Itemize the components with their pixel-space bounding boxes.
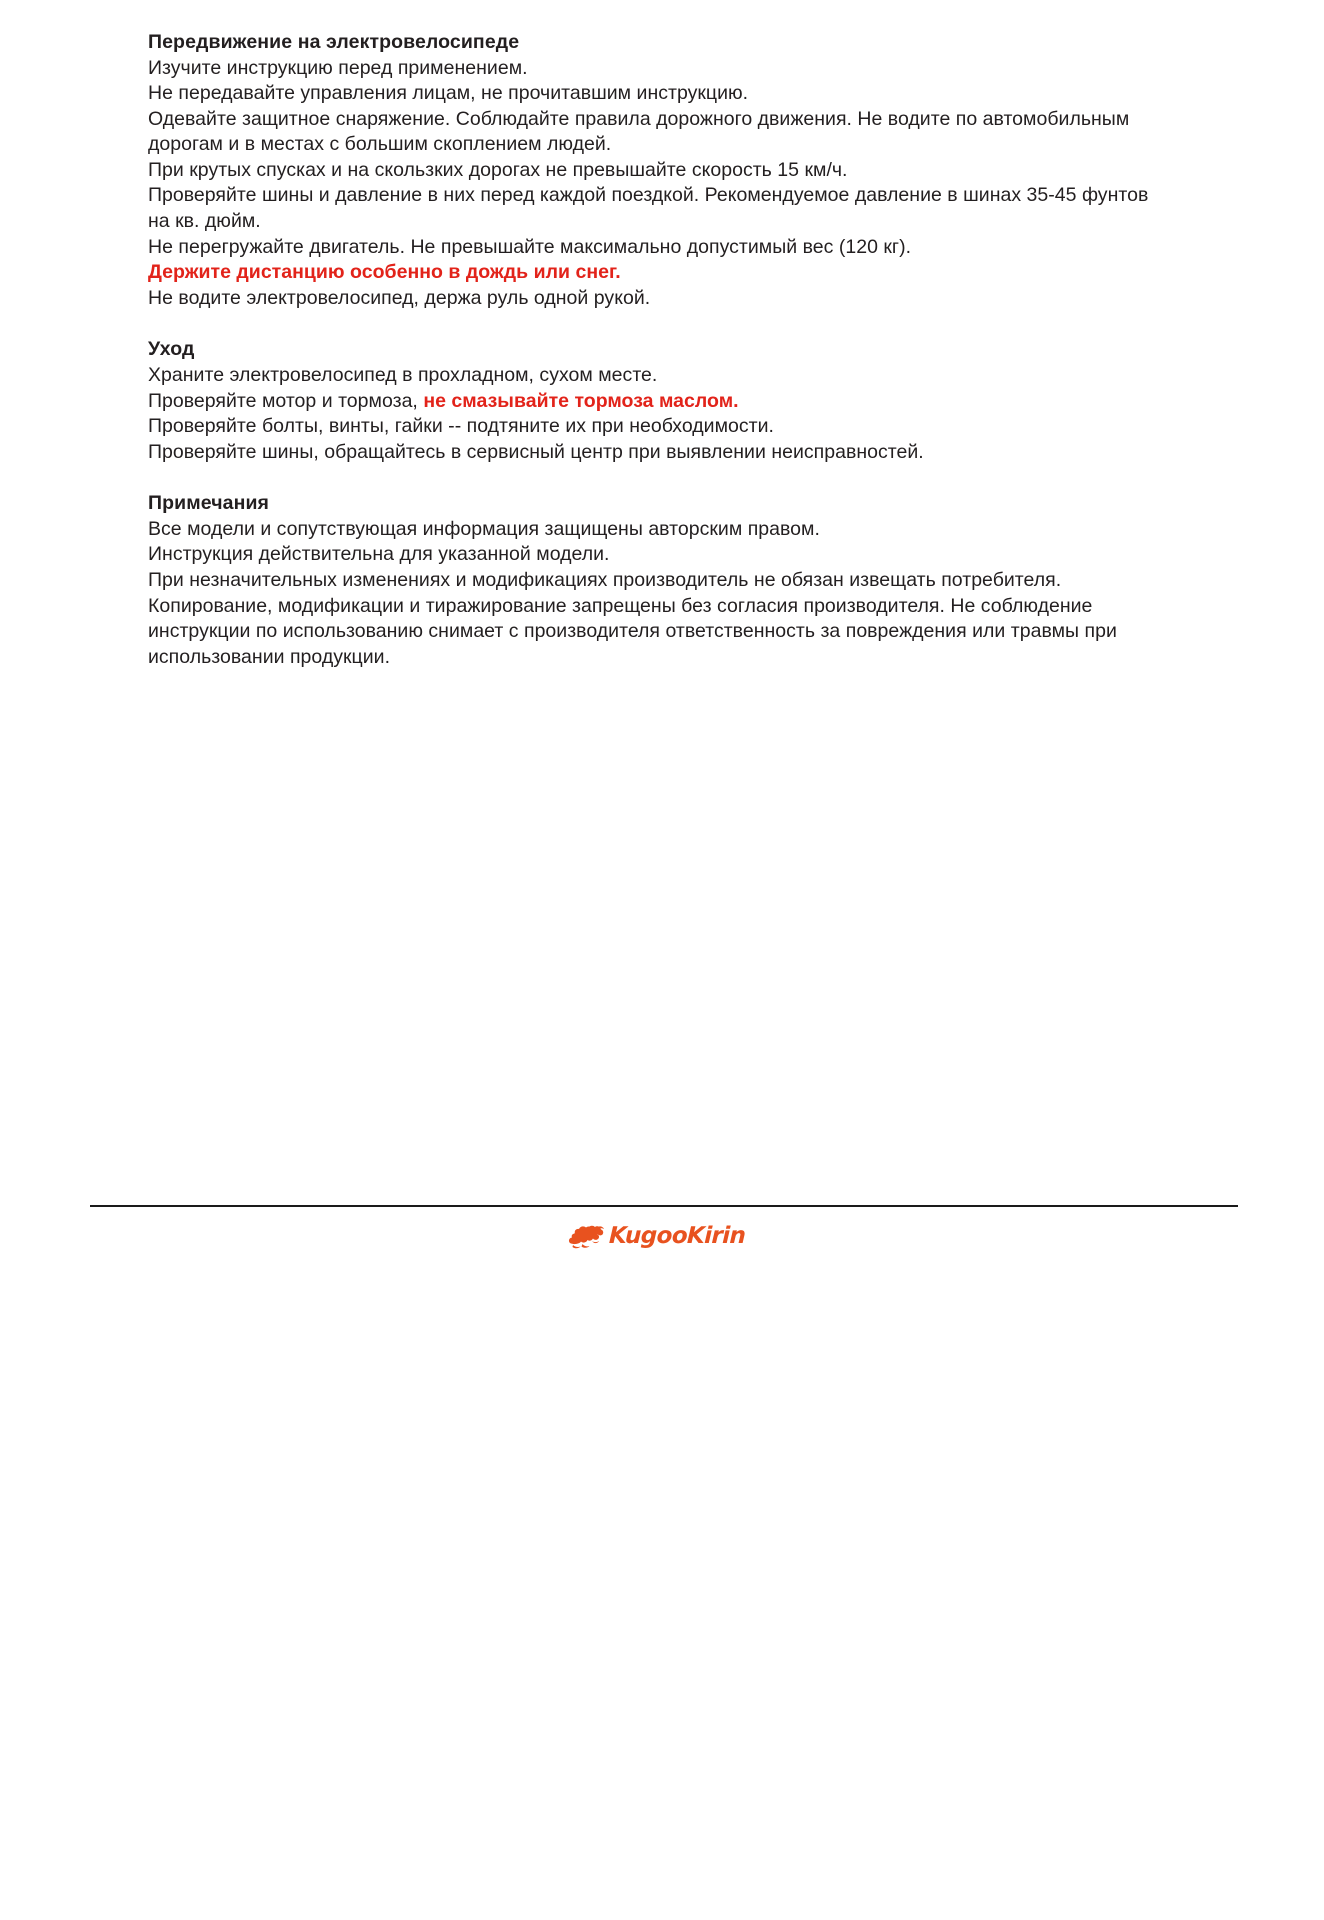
- care-line-1: Храните электровелосипед в прохладном, сухом месте.: [148, 363, 658, 386]
- care-line-2-warning: не смазывайте тормоза маслом.: [423, 389, 739, 412]
- riding-line-3: Одевайте защитное снаряжение. Соблюдайте правила дорожного движения. Не водите по автомобильным дорогам и в местах с большим скоплением людей.: [148, 107, 1130, 156]
- brand-wordmark: KugooKirin: [608, 1222, 746, 1249]
- care-line-4: Проверяйте шины, обращайтесь в сервисный центр при выявлении неисправностей.: [148, 440, 924, 463]
- riding-line-2: Не передавайте управления лицам, не прочитавшим инструкцию.: [148, 82, 749, 105]
- riding-line-5: Проверяйте шины и давление в них перед каждой поездкой. Рекомендуемое давление в шинах 35-45 фунтов на кв. дюйм.: [148, 184, 1149, 233]
- notes-line-1: Все модели и сопутствующая информация защищены авторским правом.: [148, 517, 820, 540]
- riding-line-4: При крутых спусках и на скользких дорогах не превышайте скорость 15 км/ч.: [148, 158, 848, 181]
- riding-line-8: Не водите электровелосипед, держа руль одной рукой.: [148, 286, 651, 309]
- care-line-3: Проверяйте болты, винты, гайки -- подтяните их при необходимости.: [148, 415, 774, 438]
- care-line-2-prefix: Проверяйте мотор и тормоза,: [148, 389, 424, 412]
- section-heading-care: Уход: [148, 338, 195, 361]
- kirin-dragon-icon: [566, 1221, 606, 1251]
- document-content: [148, 30, 1168, 670]
- footer-brand-logo: [566, 1219, 745, 1253]
- notes-line-3: При незначительных изменениях и модификациях производитель не обязан извещать потребителя. Копирование, модификации и тиражирование запрещены без согласия производителя. Не соблюдение инструкции по использованию снимает с производителя ответственность за повреждения или травмы при использовании продукции.: [148, 569, 1117, 668]
- riding-line-1: Изучите инструкцию перед применением.: [148, 56, 528, 79]
- notes-line-2: Инструкция действительна для указанной модели.: [148, 543, 610, 566]
- riding-line-6: Не перегружайте двигатель. Не превышайте максимально допустимый вес (120 кг).: [148, 235, 912, 258]
- riding-line-7-warning: Держите дистанцию особенно в дождь или снег.: [148, 261, 621, 284]
- footer-divider: [90, 1205, 1238, 1207]
- section-notes: [148, 491, 1168, 670]
- section-care: [148, 337, 1168, 465]
- section-heading-riding: Передвижение на электровелосипеде: [148, 31, 520, 53]
- section-heading-notes: Примечания: [148, 492, 270, 515]
- care-line-2: [148, 389, 1168, 415]
- section-riding: [148, 30, 1168, 311]
